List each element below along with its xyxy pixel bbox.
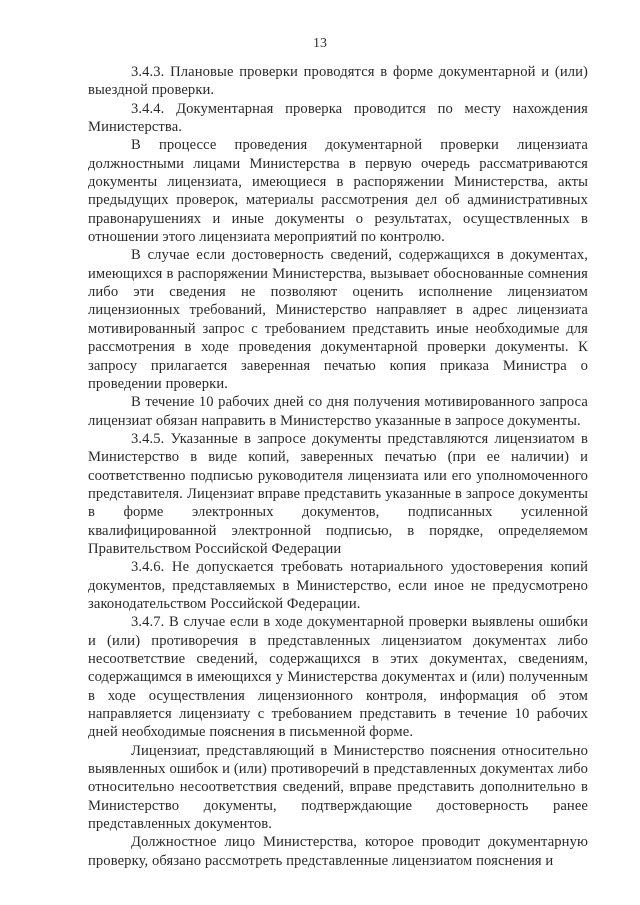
paragraph: В случае если достоверность сведений, содержащихся в документах, имеющихся в распоряжении Министерства, вызывает обоснованные сомнения либо эти сведения не позволяют оценить исполнение лицензиатом лицензионных требований, Министерство направляет в адрес лицензиата мотивированный запрос с требованием представить иные необходимые для рассмотрения в ходе проведения документарной проверки документы. К запросу прилагается заверенная печатью копия приказа Министра о проведении проверки. [88, 247, 588, 392]
paragraph-3-4-3: 3.4.3. Плановые проверки проводятся в форме документарной и (или) выездной проверки. [88, 64, 588, 99]
paragraph-3-4-7: 3.4.7. В случае если в ходе документарной проверки выявлены ошибки и (или) противоречия в представленных лицензиатом документах либо несоответствие сведений, содержащихся в этих документах, сведениям, содержащимся в имеющихся у Министерства документах и (или) полученным в ходе осуществления лицензионного контроля, информация об этом направляется лицензиату с требованием представить в течение 10 рабочих дней необходимые пояснения в письменной форме. [88, 614, 588, 741]
paragraph-3-4-5: 3.4.5. Указанные в запросе документы представляются лицензиатом в Министерство в виде копий, заверенных печатью (при ее наличии) и соответственно подписью руководителя лицензиата или его уполномоченного представителя. Лицензиат вправе представить указанные в запросе документы в форме электронных документов, подписанных усиленной квалифицированной электронной подписью, в порядке, определяемом Правительством Российской Федерации [88, 430, 588, 557]
paragraph: В процессе проведения документарной проверки лицензиата должностными лицами Министерства в первую очередь рассматриваются документы лицензиата, имеющиеся в распоряжении Министерства, акты предыдущих проверок, материалы рассмотрения дел об административных правонарушениях и иные документы о результатах, осуществленных в отношении этого лицензиата мероприятий по контролю. [88, 137, 588, 246]
paragraph-3-4-6: 3.4.6. Не допускается требовать нотариального удостоверения копий документов, представляемых в Министерство, если иное не предусмотрено законодательством Российской Федерации. [88, 559, 588, 612]
paragraph: Должностное лицо Министерства, которое проводит документарную проверку, обязано рассмотреть представленные лицензиатом пояснения и [88, 834, 588, 869]
document-body [88, 63, 588, 870]
page-number: 13 [313, 36, 327, 51]
paragraph: Лицензиат, представляющий в Министерство пояснения относительно выявленных ошибок и (или) противоречий в представленных документах либо относительно несоответствия сведений, вправе представить дополнительно в Министерство документы, подтверждающие достоверность ранее представленных документов. [88, 742, 588, 833]
paragraph: В течение 10 рабочих дней со дня получения мотивированного запроса лицензиат обязан направить в Министерство указанные в запросе документы. [88, 394, 588, 429]
paragraph-3-4-4: 3.4.4. Документарная проверка проводится по месту нахождения Министерства. [88, 100, 588, 136]
